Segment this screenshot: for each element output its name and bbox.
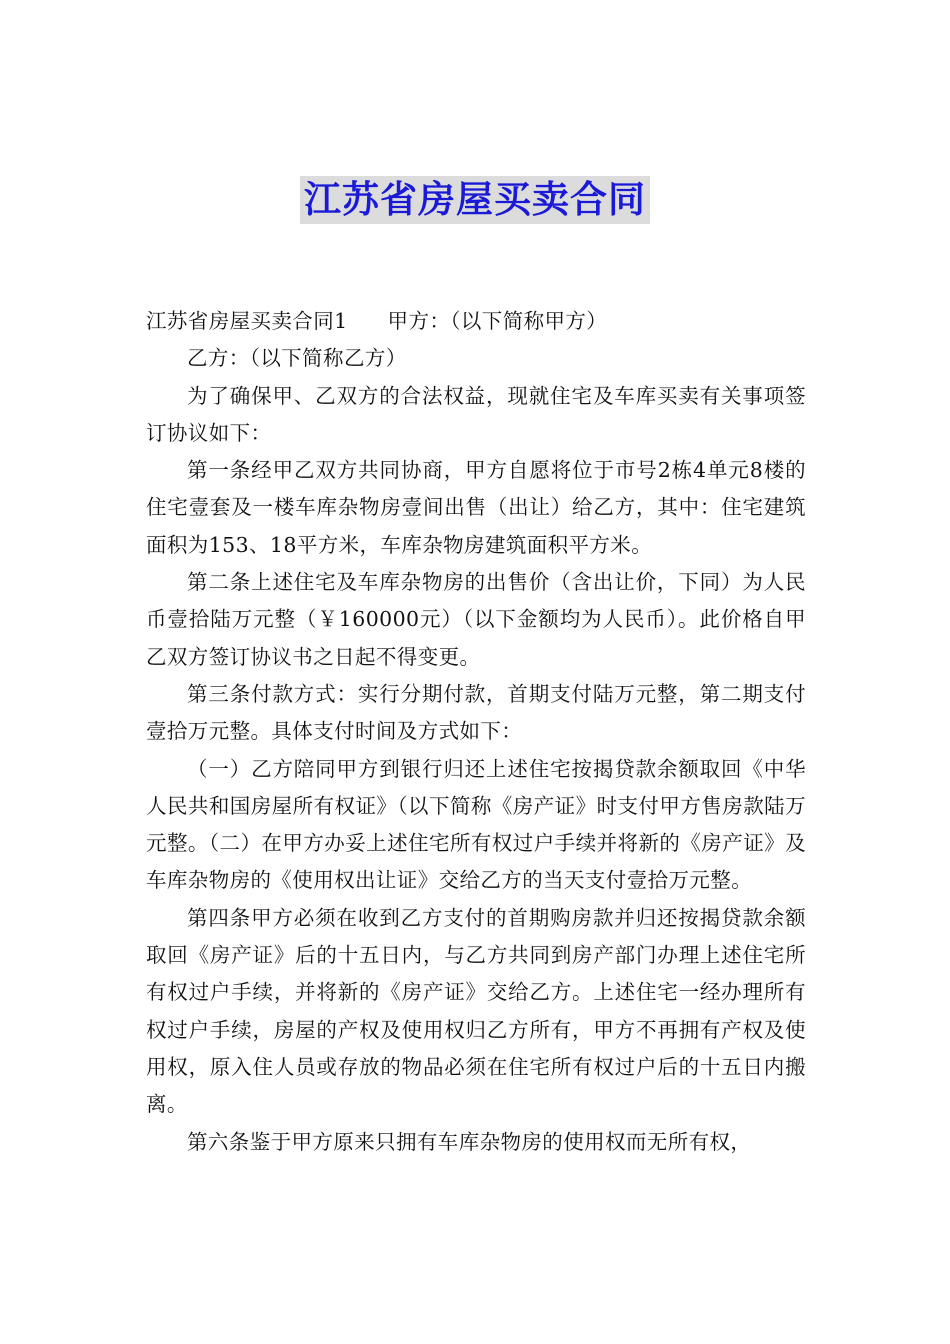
doc-reference: 江苏省房屋买卖合同1 bbox=[146, 309, 348, 333]
paragraph-article-1: 第一条经甲乙双方共同协商，甲方自愿将位于市号2栋4单元8楼的住宅壹套及一楼车库杂物房壹间出售（出让）给乙方，其中：住宅建筑面积为153、18平方米，车库杂物房建筑面积平方米。 bbox=[146, 458, 806, 557]
paragraph-preamble: 为了确保甲、乙双方的合法权益，现就住宅及车库买卖有关事项签订协议如下： bbox=[146, 383, 806, 445]
document-body bbox=[146, 303, 806, 1161]
document-title: 江苏省房屋买卖合同 bbox=[300, 176, 650, 224]
paragraph-payment-terms: （一）乙方陪同甲方到银行归还上述住宅按揭贷款余额取回《中华人民共和国房屋所有权证》（以下简称《房产证》时支付甲方售房款陆万元整。（二）在甲方办妥上述住宅所有权过户手续并将新的《房产证》及车库杂物房的《使用权出让证》交给乙方的当天支付壹拾万元整。 bbox=[146, 756, 806, 893]
paragraph-article-6: 第六条鉴于甲方原来只拥有车库杂物房的使用权而无所有权， bbox=[187, 1129, 752, 1154]
paragraph-party-b: 乙方：（以下简称乙方） bbox=[187, 346, 407, 371]
paragraph-article-3: 第三条付款方式：实行分期付款，首期支付陆万元整，第二期支付壹拾万元整。具体支付时间及方式如下： bbox=[146, 681, 806, 744]
paragraph-article-4: 第四条甲方必须在收到乙方支付的首期购房款并归还按揭贷款余额取回《房产证》后的十五日内，与乙方共同到房产部门办理上述住宅所有权过户手续，并将新的《房产证》交给乙方。上述住宅一经办理所有权过户手续，房屋的产权及使用权归乙方所有，甲方不再拥有产权及使用权，原入住人员或存放的物品必须在住宅所有权过户后的十五日内搬离。 bbox=[146, 905, 806, 1117]
heading-line bbox=[146, 303, 806, 340]
party-a-line: 甲方：（以下简称甲方） bbox=[387, 309, 608, 333]
title-container bbox=[0, 176, 950, 224]
paragraph-article-2: 第二条上述住宅及车库杂物房的出售价（含出让价，下同）为人民币壹拾陆万元整（￥160000元）（以下金额均为人民币）。此价格自甲乙双方签订协议书之日起不得变更。 bbox=[146, 570, 806, 669]
